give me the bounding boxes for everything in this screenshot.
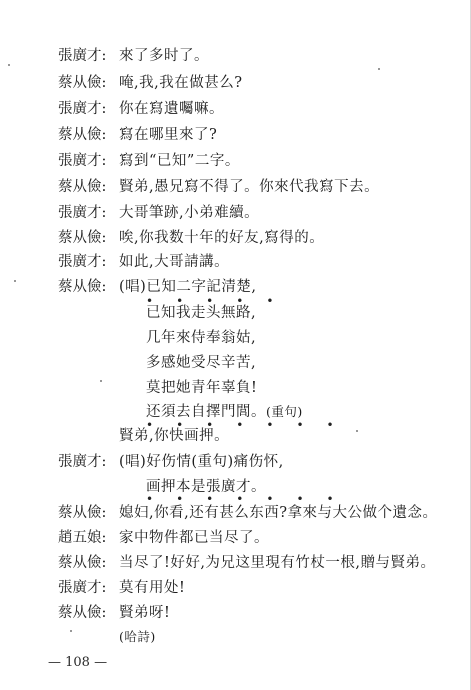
speaker-name: 蔡从儉: (58, 127, 107, 143)
verse-text: 画押本是張廣才。 (146, 479, 266, 495)
dialogue-line (0, 98, 471, 122)
speaker-name: 蔡从儉: (58, 505, 107, 521)
dialogue-text: 媳妇,你看,还有甚么东西?拿來与大公做个遺念。 (119, 505, 438, 521)
stage-direction: (哈詩) (119, 629, 156, 644)
speaker-name: 蔡从儉: (58, 279, 107, 295)
verse-text-main: 还須去自擇門閭。 (146, 404, 266, 420)
verse-text: 多感她受尽辛苦, (146, 355, 257, 371)
dialogue-text: (唱)好伤情(重句)痛伤怀, (119, 454, 284, 470)
dialogue-text: 家中物件都已当尽了。 (119, 530, 269, 546)
paper-speck (8, 64, 10, 66)
speaker-name: 蔡从儉: (58, 179, 107, 195)
speaker-name: 張廣才: (58, 101, 107, 117)
dialogue-line (0, 202, 471, 226)
dialogue-text: 唵,我,我在做甚么? (119, 75, 243, 91)
speaker-name: 蔡从儉: (58, 230, 107, 246)
dialogue-line (0, 45, 471, 69)
dialogue-text: 寫在哪里來了? (119, 127, 218, 143)
speaker-name: 張廣才: (58, 454, 107, 470)
speaker-name: 張廣才: (58, 205, 107, 221)
dialogue-line (0, 552, 471, 576)
paper-speck (100, 380, 102, 382)
paper-speck (70, 630, 72, 632)
speaker-name: 張廣才: (58, 48, 107, 64)
dialogue-text: 如此,大哥請講。 (119, 254, 230, 270)
dialogue-line (0, 72, 471, 96)
speaker-name: 張廣才: (58, 153, 107, 169)
dialogue-line (0, 251, 471, 275)
verse-line (0, 302, 471, 326)
emphasis-dots: • • • • • • • (146, 492, 344, 506)
emphasis-dots: • • • • • • • (146, 418, 344, 432)
dialogue-text: 賢弟,愚兄寫不得了。你來代我寫下去。 (119, 179, 380, 195)
verse-text: 莫把她青年辜負! (146, 380, 258, 396)
speaker-name: 蔡从儉: (58, 75, 107, 91)
verse-text: 已知我走头無路, (146, 305, 257, 321)
dialogue-text: 唉,你我数十年的好友,寫得的。 (119, 230, 325, 246)
verse-line (0, 377, 471, 401)
repeat-note: (重句) (266, 404, 303, 419)
dialogue-text: 寫到“已知”二字。 (119, 153, 240, 169)
paper-speck (356, 430, 358, 432)
dialogue-line (0, 150, 471, 174)
dialogue-text: 莫有用处! (119, 580, 186, 596)
dialogue-line (0, 527, 471, 551)
verse-line (0, 327, 471, 351)
dialogue-text: 賢弟呀! (119, 605, 171, 621)
dialogue-line (0, 124, 471, 148)
paper-speck (378, 68, 380, 70)
emphasis-dots: • • • • • (146, 294, 284, 308)
paper-speck (14, 280, 16, 282)
dialogue-line (0, 451, 471, 475)
dialogue-text: 來了多时了。 (119, 48, 209, 64)
speaker-name: 蔡从儉: (58, 555, 107, 571)
verse-text: 几年來侍奉翁姑, (146, 330, 257, 346)
dialogue-text: 当尽了!好好,为兄这里現有竹杖一根,贈与賢弟。 (119, 555, 436, 571)
dialogue-text: 大哥筆跡,小弟难續。 (119, 205, 260, 221)
dialogue-line (0, 425, 471, 449)
dialogue-text: (唱)已知二字記清楚, (119, 279, 257, 295)
dialogue-line (0, 577, 471, 601)
dialogue-line (0, 227, 471, 251)
speaker-name: 張廣才: (58, 580, 107, 596)
speaker-name: 蔡从儉: (58, 605, 107, 621)
dialogue-line (0, 502, 471, 526)
speaker-name: 張廣才: (58, 254, 107, 270)
speaker-name: 趙五娘: (58, 530, 107, 546)
dialogue-line (0, 176, 471, 200)
page-number: — 108 — (48, 655, 108, 670)
dialogue-line (0, 602, 471, 626)
verse-line (0, 352, 471, 376)
dialogue-text: 賢弟,你快画押。 (119, 428, 230, 444)
dialogue-text: 你在寫遺囑嘛。 (119, 101, 224, 117)
